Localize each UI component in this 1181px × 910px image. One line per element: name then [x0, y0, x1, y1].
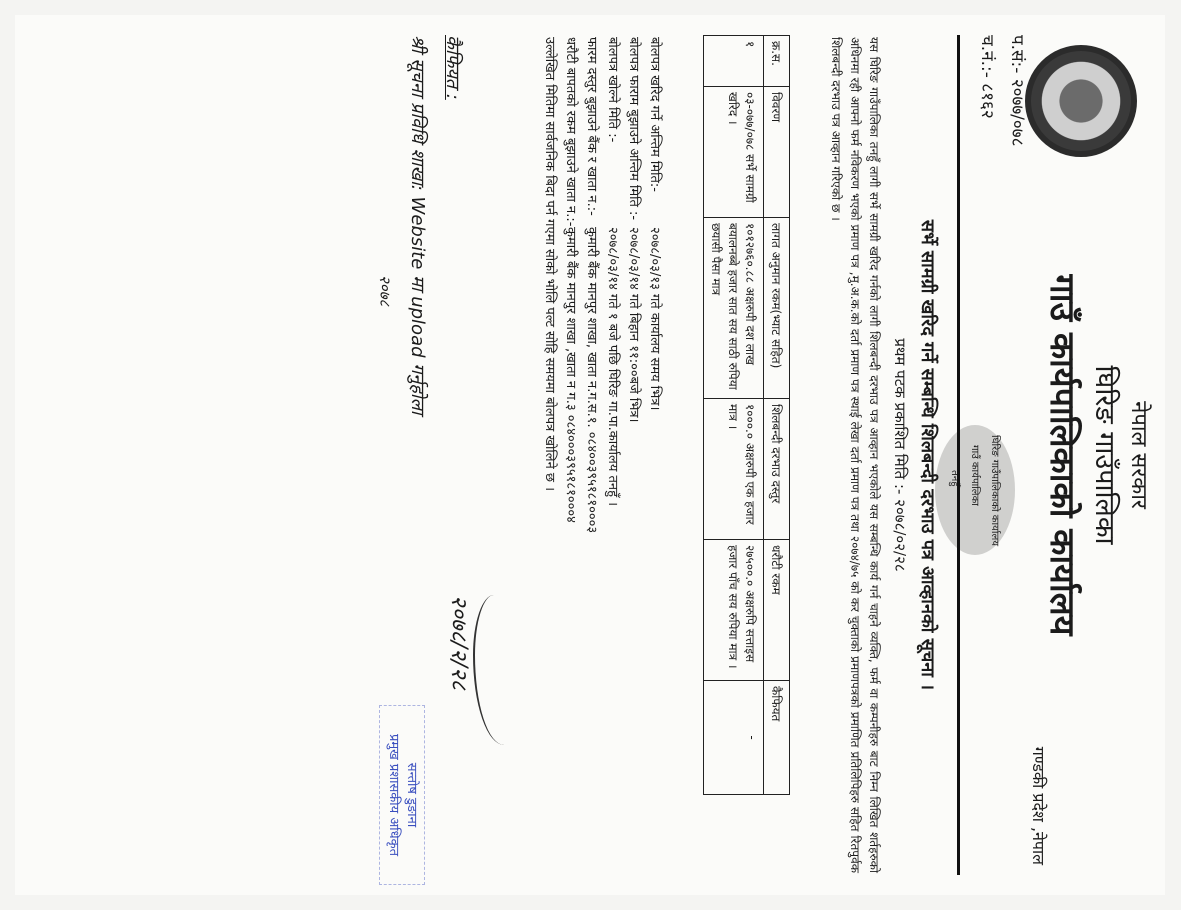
table-header-row [764, 36, 790, 795]
col-remarks: कैफियत [764, 681, 790, 795]
deadline-value: कुमारी बैंक मानपुर शाखा, खाता न.ग.स.१. ०८४००३९५१८१०००३ [584, 227, 599, 534]
deadline-label: फारम दस्तुर बुझाउने बैंक र खाता न.:- [584, 37, 599, 216]
col-sn: क्र.स. [764, 36, 790, 87]
header-divider [957, 35, 960, 875]
table-cell: १ [704, 36, 764, 87]
tender-table [703, 35, 790, 795]
notice-body: यस घिरिङ गाउँपालिका तनहुँ लागी सर्भे सामग्री खरिद गर्नको लागी शिलबन्दी दरभाउ पत्र आव्हान भएकोले यस सम्बन्धि कार्य गर्न चाहने व्यक्ति, फर्म वा कम्पनीहरु बाट निम्न लिखित शर्तहरुको अधिनमा रही आफ्नो फर्म नविकरण भएको प्रमाण पत्र ,मु.अ.क.को दर्ता प्रमाण पत्र स्थाई लेखा दर्ता प्रमाण पत्र तथा २०७४/७५ को कर चुक्ताको प्रमाणपत्रको प्रमाणित प्रतिलिपिहरु सहित रितपुर्वक शिलबन्दी दरभाउ पत्र आव्हान गरिएको छ । [829, 37, 881, 873]
col-estimated-cost: लागत अनुमान रकम(भ्याट सहित) [764, 218, 790, 399]
list-item [539, 37, 560, 533]
deadline-value: २०७८/०३/१३ गते कार्यालय समय भित्र। [647, 227, 662, 411]
list-item [602, 37, 623, 533]
deadline-value: कुमारी बैंक मानपुर शाखा ,खाता न ग.३ ०८४०००३९५१८१०००४ [563, 227, 578, 523]
table-cell: १०००.० अक्षरुपी एक हजार मात्र । [704, 399, 764, 540]
office-title: गाउँ कार्यपालिकाको कार्यालय [1042, 274, 1082, 636]
list-item [560, 37, 581, 533]
list-item [581, 37, 602, 533]
notice-title: सर्भे सामग्री खरिद गर्ने सम्बन्धि शिलबन्दी दरभाउ पत्र आव्हानको सूचना । [917, 219, 938, 691]
deadline-label: बोलपत्र खोल्ने मिति :- [605, 37, 620, 143]
stamp-text: घिरिङ गाउँपालिकाको कार्यालय [989, 435, 1000, 547]
deadline-label: धरौटी बापतको रकम बुझाउने खाता न.:- [563, 37, 578, 227]
fiscal-year: प.सं:- २०७७/०७८ [1007, 35, 1027, 147]
reference-number: च.नं.:- ८१६२ [977, 35, 997, 119]
signature-date: २०७८/२/२८ [446, 595, 471, 690]
table-row [704, 36, 764, 795]
list-item [623, 37, 644, 533]
handwritten-initials: २०७८ [376, 275, 394, 307]
deadline-label: बोलपत्र खरिद गर्ने अन्तिम मिति:- [647, 37, 662, 192]
col-deposit: धरौटी रकम [764, 540, 790, 681]
table-cell: १०१२७६०.८८ अक्षरुपी दश लाख बयालनब्बे हजार सात सय साठी रुपिया छयासी पैसा मात्र [704, 218, 764, 399]
document-page [15, 15, 1165, 895]
table-cell: २७५००.० अक्षरुपि सत्ताइस हजार पाँच सय रुपिया मात्र । [704, 540, 764, 681]
stamp-text: गाउँ कार्यपालिका [969, 445, 980, 506]
remarks-label: कैफियत : [442, 35, 463, 100]
government-line: नेपाल सरकार [1126, 401, 1151, 509]
officer-stamp [379, 705, 425, 885]
stamp-text: तनहुँ [949, 470, 960, 487]
stamp-text: प्रमुख प्रशासकीय अधिकृत [386, 733, 401, 857]
table-cell: - [704, 681, 764, 795]
deadline-label: बोलपत्र फाराम बुझाउने अन्तिम मिति :- [626, 37, 641, 221]
handwritten-note: श्री सूचना प्रविधि शाखा: Website मा upload गर्नुहोला [407, 35, 428, 415]
col-description: विवरण [764, 87, 790, 218]
rural-municipality-name: घिरिङ गाउँपालिका [1089, 365, 1120, 545]
deadline-value: २०७८/०३/१४ गते बिहान ११:००बजे भित्र। [626, 227, 641, 423]
deadline-value: उल्लेखित मितिमा सार्वजनिक बिदा पर्न गएमा सोको भोलि पल्ट सोहि समयमा बोलपत्र खोलिने छ । [542, 37, 557, 492]
table-cell: ०३-०७७/०७८ सर्भे सामग्री खरिद । [704, 87, 764, 218]
stamp-text: सन्तोष डुङाना [404, 762, 419, 828]
office-stamp [935, 425, 1015, 555]
signature [473, 595, 525, 745]
list-item [644, 37, 665, 533]
publish-date: प्रथम पटक प्रकाशित मिति :- २०७८/०२/२८ [891, 338, 909, 572]
deadline-value: २०७८/०३/१४ गते १ बजे पछि घिरिङ गा.पा.कार्यालय तनहुँ । [605, 227, 620, 507]
province-line: गण्डकी प्रदेश ,नेपाल [1029, 746, 1048, 865]
deadlines-list [539, 37, 665, 533]
col-bid-fee: शिलबन्दी दरभाउ दस्तुर [764, 399, 790, 540]
